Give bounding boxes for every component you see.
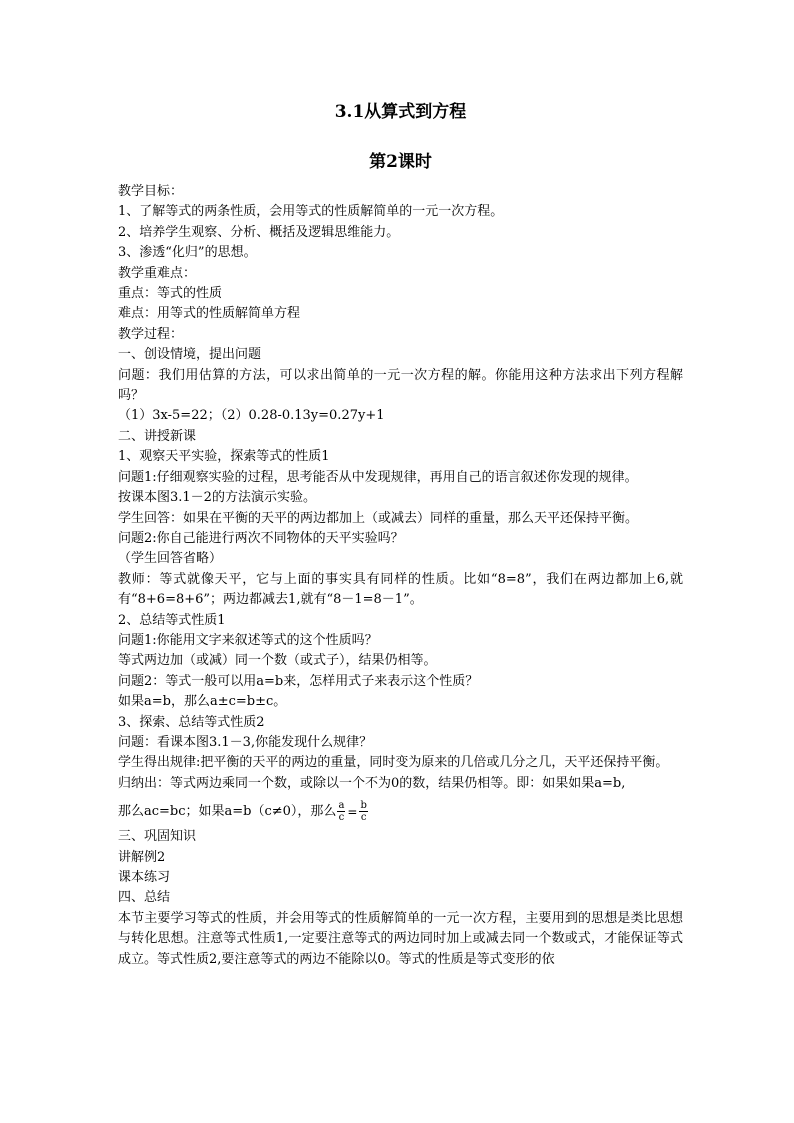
summary-paragraph: 本节主要学习等式的性质，并会用等式的性质解简单的一元一次方程，主要用到的思想是类比思想与转化思想。注意等式性质1,一定要注意等式的两边同时加上或减去同一个数或式，才能保证等式成立。等式性质2,要注意等式的两边不能除以0。等式的性质是等式变形的依: [118, 910, 683, 967]
lesson-subtitle: 第2课时: [369, 152, 432, 172]
objective-item: 1、了解等式的两条性质，会用等式的性质解简单的一元一次方程。: [118, 204, 504, 220]
subsection-heading: 一、创设情境，提出问题: [118, 347, 262, 363]
paragraph: 问题2：等式一般可以用a=b来，怎样用式子来表示这个性质？: [118, 673, 479, 689]
objective-item: 3、渗透“化归”的思想。: [118, 245, 257, 261]
fraction-a-over-c: [337, 800, 345, 823]
paragraph: 教师：等式就像天平，它与上面的事实具有同样的性质。比如“8=8”，我们在两边都加上6,就有“8+6=8+6”；两边都减去1,就有“8－1=8－1”。: [118, 571, 683, 608]
fraction-denominator: c: [360, 812, 367, 824]
paragraph: 课本练习: [118, 870, 171, 885]
equals-sign: =: [347, 804, 358, 819]
paragraph: 问题：看课本图3.1－3,你能发现什么规律？: [118, 734, 373, 750]
paragraph: 等式两边加（或减）同一个数（或式子），结果仍相等。: [118, 653, 437, 669]
fraction-numerator: b: [360, 800, 367, 812]
subsection-heading: 三、巩固知识: [118, 829, 197, 845]
section-heading-key-points: 教学重难点：: [118, 265, 197, 281]
paragraph: 如果a=b，那么a±c=b±c。: [118, 694, 287, 710]
document-body: [118, 182, 683, 970]
paragraph: 学生得出规律:把平衡的天平的两边的重量，同时变为原来的几倍或几分之几，天平还保持平衡。: [118, 755, 669, 771]
paragraph: 问题：我们用估算的方法，可以求出简单的一元一次方程的解。你能用这种方法求出下列方程解吗？: [118, 367, 683, 404]
fraction-numerator: a: [338, 800, 345, 812]
objective-item: 2、培养学生观察、分析、概括及逻辑思维能力。: [118, 224, 400, 240]
equation-line: （1）3x-5=22；（2）0.28-0.13y=0.27y+1: [118, 408, 385, 424]
paragraph: 按课本图3.1－2的方法演示实验。: [118, 490, 316, 506]
subsection-heading: 2、总结等式性质1: [118, 612, 226, 628]
paragraph: 学生回答：如果在平衡的天平的两边都加上（或减去）同样的重量，那么天平还保持平衡。: [118, 510, 639, 526]
subsection-heading: 1、观察天平实验，探索等式的性质1: [118, 449, 330, 465]
section-heading-objectives: 教学目标：: [118, 184, 184, 199]
paragraph: 讲解例2: [118, 849, 166, 865]
paragraph: 问题2:你自己能进行两次不同物体的天平实验吗？: [118, 530, 404, 546]
fraction-denominator: c: [338, 812, 345, 824]
key-point: 重点：等式的性质: [118, 286, 223, 302]
section-heading-process: 教学过程：: [118, 326, 184, 342]
fraction-prefix: 那么ac=bc；如果a=b（c≠0），那么: [118, 804, 337, 820]
fraction-line: [118, 800, 683, 823]
paragraph: 归纳出：等式两边乘同一个数，或除以一个不为0的数，结果仍相等。即：如果如果a=b,: [118, 775, 626, 791]
paragraph: 问题1:你能用文字来叙述等式的这个性质吗？: [118, 632, 378, 648]
paragraph: （学生回答省略）: [118, 551, 223, 567]
document-title: 3.1从算式到方程: [334, 102, 467, 122]
paragraph: 问题1:仔细观察实验的过程，思考能否从中发现规律，再用自己的语言叙述你发现的规律。: [118, 469, 638, 485]
document-page: [118, 100, 683, 970]
subsection-heading: 3、探索、总结等式性质2: [118, 714, 265, 730]
subsection-heading: 四、总结: [118, 890, 171, 906]
fraction-b-over-c: [359, 800, 367, 823]
subsection-heading: 二、讲授新课: [118, 428, 197, 444]
difficult-point: 难点：用等式的性质解简单方程: [118, 306, 301, 322]
